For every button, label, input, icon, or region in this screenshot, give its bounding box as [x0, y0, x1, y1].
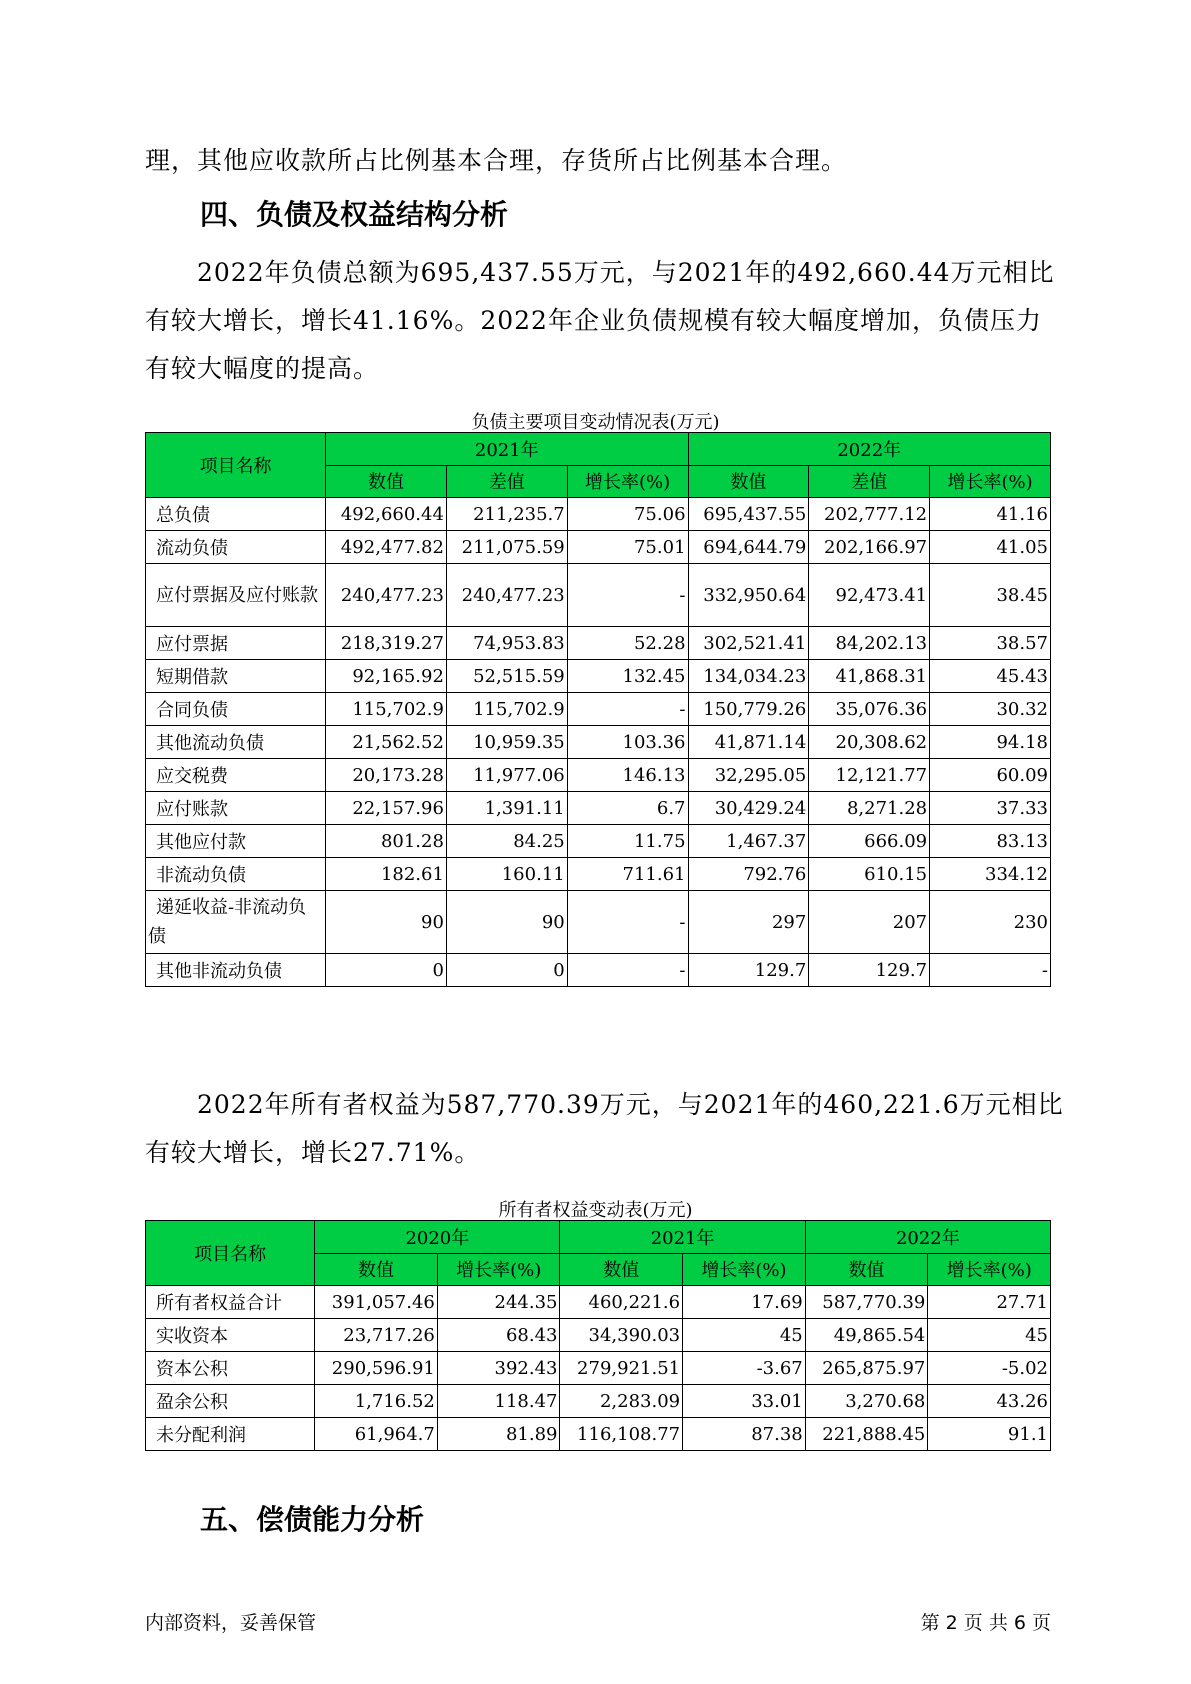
row-name: 实收资本	[146, 1319, 315, 1352]
cell: 91.1	[928, 1418, 1051, 1451]
cell: 6.7	[567, 792, 688, 825]
equity-year-header: 2022年	[805, 1221, 1050, 1254]
cell: -	[567, 891, 688, 954]
cell: 211,075.59	[446, 531, 567, 564]
cell: 12,121.77	[809, 759, 930, 792]
cell: 23,717.26	[315, 1319, 438, 1352]
cell: 61,964.7	[315, 1418, 438, 1451]
liability-subheader: 增长率(%)	[930, 465, 1051, 498]
cell: 92,473.41	[809, 564, 930, 627]
table-row	[146, 726, 1051, 759]
cell: 52,515.59	[446, 660, 567, 693]
cell: 211,235.7	[446, 498, 567, 531]
cell: 21,562.52	[326, 726, 447, 759]
cell: 207	[809, 891, 930, 954]
cell: 134,034.23	[688, 660, 809, 693]
cell: 75.06	[567, 498, 688, 531]
footer-page-number: 第 2 页 共 6 页	[920, 1612, 1051, 1634]
cell: 279,921.51	[560, 1352, 683, 1385]
cell: 302,521.41	[688, 627, 809, 660]
cell: 3,270.68	[805, 1385, 928, 1418]
cell: 116,108.77	[560, 1418, 683, 1451]
cell: 695,437.55	[688, 498, 809, 531]
table-row	[146, 1319, 1051, 1352]
cell: 90	[446, 891, 567, 954]
equity-name-header: 项目名称	[146, 1221, 315, 1286]
cell: 87.38	[683, 1418, 806, 1451]
cell: 240,477.23	[326, 564, 447, 627]
cell: 610.15	[809, 858, 930, 891]
cell: 218,319.27	[326, 627, 447, 660]
row-name: 递延收益-非流动负债	[146, 891, 326, 954]
cell: 41,871.14	[688, 726, 809, 759]
cell: 45.43	[930, 660, 1051, 693]
cell: 221,888.45	[805, 1418, 928, 1451]
cell: 45	[928, 1319, 1051, 1352]
table-row	[146, 858, 1051, 891]
equity-summary-paragraph: 2022年所有者权益为587,770.39万元，与2021年的460,221.6万元相比有较大增长，增长27.71%。	[145, 1090, 1064, 1167]
cell: -	[567, 693, 688, 726]
cell: 30.32	[930, 693, 1051, 726]
cell: 1,716.52	[315, 1385, 438, 1418]
cell: 129.7	[688, 954, 809, 987]
cell: -	[567, 564, 688, 627]
cell: 52.28	[567, 627, 688, 660]
row-name: 应交税费	[146, 759, 326, 792]
cell: 22,157.96	[326, 792, 447, 825]
cell: 41.16	[930, 498, 1051, 531]
cell: 666.09	[809, 825, 930, 858]
cell: 202,777.12	[809, 498, 930, 531]
table-row	[146, 627, 1051, 660]
cell: 297	[688, 891, 809, 954]
cell: 792.76	[688, 858, 809, 891]
cell: 83.13	[930, 825, 1051, 858]
cell: 146.13	[567, 759, 688, 792]
row-name: 流动负债	[146, 531, 326, 564]
row-name: 应付票据及应付账款	[146, 564, 326, 627]
row-name: 非流动负债	[146, 858, 326, 891]
cell: 391,057.46	[315, 1286, 438, 1319]
cell: 460,221.6	[560, 1286, 683, 1319]
cell: 30,429.24	[688, 792, 809, 825]
cell: 94.18	[930, 726, 1051, 759]
cell: 1,391.11	[446, 792, 567, 825]
table-row	[146, 1418, 1051, 1451]
equity-subheader: 数值	[315, 1253, 438, 1286]
equity-table-caption: 所有者权益变动表(万元)	[498, 1200, 693, 1221]
cell: 182.61	[326, 858, 447, 891]
table-row	[146, 1286, 1051, 1319]
intro-tail-paragraph: 理，其他应收款所占比例基本合理，存货所占比例基本合理。	[145, 146, 848, 175]
table-row	[146, 825, 1051, 858]
cell: 68.43	[437, 1319, 560, 1352]
table-row	[146, 954, 1051, 987]
cell: 27.71	[928, 1286, 1051, 1319]
section-5-heading: 五、偿债能力分析	[200, 1503, 425, 1536]
table-row	[146, 1385, 1051, 1418]
cell: 1,467.37	[688, 825, 809, 858]
cell: 38.45	[930, 564, 1051, 627]
cell: 11,977.06	[446, 759, 567, 792]
cell: 20,308.62	[809, 726, 930, 759]
footer-confidential-note: 内部资料，妥善保管	[145, 1612, 317, 1634]
cell: 38.57	[930, 627, 1051, 660]
cell: 8,271.28	[809, 792, 930, 825]
liability-name-header: 项目名称	[146, 433, 326, 498]
liability-year-header: 2022年	[688, 433, 1050, 466]
table-row	[146, 1352, 1051, 1385]
liability-subheader: 数值	[688, 465, 809, 498]
cell: 35,076.36	[809, 693, 930, 726]
cell: 244.35	[437, 1286, 560, 1319]
cell: 43.26	[928, 1385, 1051, 1418]
equity-subheader: 增长率(%)	[437, 1253, 560, 1286]
cell: 265,875.97	[805, 1352, 928, 1385]
table-row	[146, 759, 1051, 792]
equity-subheader: 数值	[560, 1253, 683, 1286]
cell: 0	[446, 954, 567, 987]
row-name: 合同负债	[146, 693, 326, 726]
cell: 334.12	[930, 858, 1051, 891]
row-name: 短期借款	[146, 660, 326, 693]
cell: 32,295.05	[688, 759, 809, 792]
cell: 202,166.97	[809, 531, 930, 564]
row-name: 资本公积	[146, 1352, 315, 1385]
liability-table-body	[146, 498, 1051, 987]
cell: 45	[683, 1319, 806, 1352]
cell: 34,390.03	[560, 1319, 683, 1352]
cell: 118.47	[437, 1385, 560, 1418]
row-name: 所有者权益合计	[146, 1286, 315, 1319]
cell: -3.67	[683, 1352, 806, 1385]
cell: 711.61	[567, 858, 688, 891]
section-4-heading: 四、负债及权益结构分析	[200, 198, 509, 231]
cell: 392.43	[437, 1352, 560, 1385]
cell: 132.45	[567, 660, 688, 693]
table-row	[146, 693, 1051, 726]
cell: 81.89	[437, 1418, 560, 1451]
liability-table	[145, 432, 1051, 987]
equity-year-header: 2021年	[560, 1221, 805, 1254]
liability-summary-paragraph: 2022年负债总额为695,437.55万元，与2021年的492,660.44万元相比有较大增长，增长41.16%。2022年企业负债规模有较大幅度增加，负债压力有较大幅度的提高。	[145, 258, 1055, 383]
cell: -	[567, 954, 688, 987]
cell: 115,702.9	[326, 693, 447, 726]
cell: 92,165.92	[326, 660, 447, 693]
equity-subheader: 增长率(%)	[928, 1253, 1051, 1286]
equity-table	[145, 1220, 1051, 1451]
cell: 492,477.82	[326, 531, 447, 564]
liability-subheader: 差值	[446, 465, 567, 498]
cell: 587,770.39	[805, 1286, 928, 1319]
row-name: 总负债	[146, 498, 326, 531]
cell: 332,950.64	[688, 564, 809, 627]
cell: -5.02	[928, 1352, 1051, 1385]
cell: 2,283.09	[560, 1385, 683, 1418]
liability-table-caption: 负债主要项目变动情况表(万元)	[471, 412, 720, 433]
cell: 694,644.79	[688, 531, 809, 564]
cell: 41.05	[930, 531, 1051, 564]
cell: 10,959.35	[446, 726, 567, 759]
liability-subheader: 差值	[809, 465, 930, 498]
equity-subheader: 数值	[805, 1253, 928, 1286]
cell: 37.33	[930, 792, 1051, 825]
cell: -	[930, 954, 1051, 987]
liability-year-header: 2021年	[326, 433, 688, 466]
cell: 84,202.13	[809, 627, 930, 660]
liability-subheader: 数值	[326, 465, 447, 498]
cell: 150,779.26	[688, 693, 809, 726]
cell: 41,868.31	[809, 660, 930, 693]
cell: 17.69	[683, 1286, 806, 1319]
cell: 240,477.23	[446, 564, 567, 627]
table-row	[146, 531, 1051, 564]
row-name: 应付票据	[146, 627, 326, 660]
cell: 60.09	[930, 759, 1051, 792]
cell: 49,865.54	[805, 1319, 928, 1352]
cell: 230	[930, 891, 1051, 954]
table-row	[146, 564, 1051, 627]
equity-subheader: 增长率(%)	[683, 1253, 806, 1286]
row-name: 应付账款	[146, 792, 326, 825]
cell: 0	[326, 954, 447, 987]
cell: 290,596.91	[315, 1352, 438, 1385]
cell: 103.36	[567, 726, 688, 759]
cell: 75.01	[567, 531, 688, 564]
cell: 74,953.83	[446, 627, 567, 660]
cell: 129.7	[809, 954, 930, 987]
cell: 20,173.28	[326, 759, 447, 792]
cell: 160.11	[446, 858, 567, 891]
cell: 11.75	[567, 825, 688, 858]
row-name: 其他非流动负债	[146, 954, 326, 987]
row-name: 其他应付款	[146, 825, 326, 858]
liability-subheader: 增长率(%)	[567, 465, 688, 498]
row-name: 其他流动负债	[146, 726, 326, 759]
equity-year-header: 2020年	[315, 1221, 560, 1254]
cell: 90	[326, 891, 447, 954]
table-row	[146, 792, 1051, 825]
cell: 492,660.44	[326, 498, 447, 531]
table-row	[146, 891, 1051, 954]
equity-table-body	[146, 1286, 1051, 1451]
cell: 801.28	[326, 825, 447, 858]
cell: 33.01	[683, 1385, 806, 1418]
row-name: 未分配利润	[146, 1418, 315, 1451]
cell: 115,702.9	[446, 693, 567, 726]
table-row	[146, 660, 1051, 693]
row-name: 盈余公积	[146, 1385, 315, 1418]
table-row	[146, 498, 1051, 531]
cell: 84.25	[446, 825, 567, 858]
